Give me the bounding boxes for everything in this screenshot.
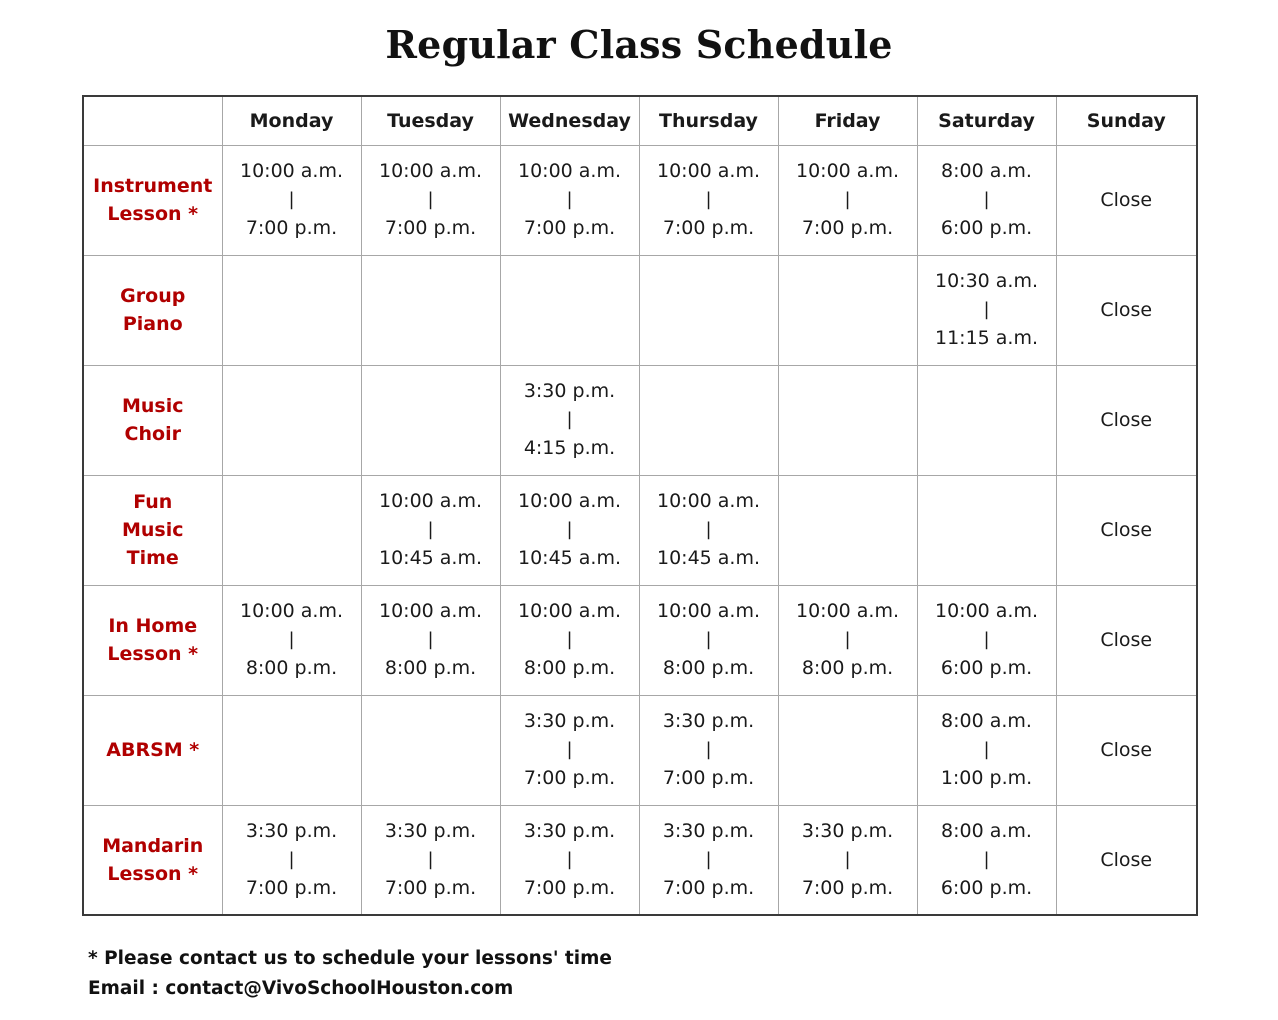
time-separator: | — [705, 628, 712, 650]
row-label-line: Lesson * — [107, 643, 199, 665]
closed-cell-sunday: Close — [1056, 585, 1197, 695]
end-time: 7:00 p.m. — [523, 767, 616, 790]
end-time: 7:00 p.m. — [245, 877, 338, 899]
end-time: 7:00 p.m. — [384, 217, 477, 240]
schedule-table — [82, 95, 1198, 916]
header-row — [83, 96, 1197, 145]
start-time: 3:30 p.m. — [523, 380, 616, 403]
time-cell-wednesday — [500, 695, 639, 805]
start-time: 10:00 a.m. — [656, 490, 761, 513]
end-time: 10:45 a.m. — [517, 547, 622, 570]
time-cell-monday — [222, 805, 361, 915]
header-saturday: Saturday — [917, 96, 1056, 145]
row-label-cell — [83, 255, 222, 365]
row-label-line: Mandarin — [102, 834, 204, 857]
closed-cell-sunday: Close — [1056, 475, 1197, 585]
start-time: 10:00 a.m. — [378, 160, 483, 183]
start-time: 10:00 a.m. — [517, 490, 622, 513]
start-time: 10:00 a.m. — [795, 160, 900, 183]
row-label-line: Music — [121, 395, 184, 417]
empty-cell-tuesday — [361, 695, 500, 805]
time-separator: | — [427, 848, 434, 870]
time-separator: | — [566, 628, 573, 650]
time-cell-tuesday — [361, 475, 500, 585]
row-label-cell — [83, 695, 222, 805]
end-time: 11:15 a.m. — [934, 327, 1039, 350]
time-separator: | — [427, 628, 434, 650]
end-time: 8:00 p.m. — [662, 657, 755, 680]
header-friday: Friday — [778, 96, 917, 145]
end-time: 6:00 p.m. — [940, 217, 1033, 240]
start-time: 10:00 a.m. — [656, 600, 761, 623]
end-time: 7:00 p.m. — [662, 877, 755, 899]
row-label-line: Piano — [122, 313, 183, 335]
header-wednesday: Wednesday — [500, 96, 639, 145]
time-separator: | — [566, 408, 573, 430]
empty-cell-friday — [778, 695, 917, 805]
empty-cell-tuesday — [361, 365, 500, 475]
start-time: 3:30 p.m. — [523, 820, 616, 842]
time-separator: | — [566, 848, 573, 870]
empty-cell-friday — [778, 255, 917, 365]
closed-cell-sunday: Close — [1056, 365, 1197, 475]
start-time: 10:00 a.m. — [656, 160, 761, 183]
time-cell-thursday — [639, 805, 778, 915]
time-separator: | — [566, 188, 573, 210]
time-separator: | — [427, 188, 434, 210]
start-time: 10:00 a.m. — [934, 600, 1039, 623]
time-separator: | — [983, 628, 990, 650]
start-time: 10:00 a.m. — [517, 160, 622, 183]
end-time: 4:15 p.m. — [523, 437, 616, 460]
header-sunday: Sunday — [1056, 96, 1197, 145]
time-separator: | — [288, 848, 295, 870]
row-label-cell — [83, 805, 222, 915]
time-cell-saturday — [917, 585, 1056, 695]
start-time: 10:30 a.m. — [934, 270, 1039, 293]
time-separator: | — [983, 848, 990, 870]
start-time: 10:00 a.m. — [517, 600, 622, 623]
schedule-body — [83, 145, 1197, 915]
start-time: 8:00 a.m. — [941, 710, 1032, 733]
start-time: 8:00 a.m. — [941, 160, 1032, 183]
end-time: 7:00 p.m. — [662, 767, 755, 790]
time-cell-saturday — [917, 145, 1056, 255]
schedule-row — [83, 585, 1197, 695]
start-time: 10:00 a.m. — [239, 600, 344, 623]
start-time: 3:30 p.m. — [662, 820, 755, 842]
time-cell-wednesday — [500, 585, 639, 695]
end-time: 10:45 a.m. — [378, 547, 483, 570]
end-time: 7:00 p.m. — [523, 877, 616, 899]
empty-cell-tuesday — [361, 255, 500, 365]
time-cell-friday — [778, 145, 917, 255]
time-cell-thursday — [639, 145, 778, 255]
time-separator: | — [844, 848, 851, 870]
end-time: 8:00 p.m. — [384, 657, 477, 680]
start-time: 10:00 a.m. — [239, 160, 344, 183]
header-tuesday: Tuesday — [361, 96, 500, 145]
time-cell-monday — [222, 145, 361, 255]
time-cell-saturday — [917, 255, 1056, 365]
end-time: 8:00 p.m. — [245, 657, 338, 680]
start-time: 3:30 p.m. — [245, 820, 338, 842]
time-cell-wednesday — [500, 365, 639, 475]
time-cell-tuesday — [361, 805, 500, 915]
row-label-line: Instrument — [93, 175, 213, 197]
row-label-line: Music — [121, 519, 184, 541]
time-separator: | — [844, 188, 851, 210]
schedule-row — [83, 365, 1197, 475]
start-time: 3:30 p.m. — [801, 820, 894, 842]
time-separator: | — [983, 738, 990, 760]
row-label-line: Time — [126, 547, 179, 569]
end-time: 7:00 p.m. — [801, 877, 894, 899]
start-time: 10:00 a.m. — [378, 490, 483, 513]
start-time: 8:00 a.m. — [941, 820, 1032, 842]
footer-contact-note: * Please contact us to schedule your lessons' time — [88, 948, 612, 969]
header-thursday: Thursday — [639, 96, 778, 145]
end-time: 8:00 p.m. — [523, 657, 616, 680]
row-label-line: Lesson * — [107, 862, 199, 885]
closed-cell-sunday: Close — [1056, 695, 1197, 805]
time-separator: | — [288, 188, 295, 210]
time-cell-monday — [222, 585, 361, 695]
header-corner-cell — [83, 96, 222, 145]
time-separator: | — [705, 188, 712, 210]
closed-cell-sunday: Close — [1056, 145, 1197, 255]
row-label-cell — [83, 475, 222, 585]
row-label-cell — [83, 585, 222, 695]
end-time: 6:00 p.m. — [940, 657, 1033, 680]
footer-notes — [88, 944, 612, 1003]
end-time: 8:00 p.m. — [801, 657, 894, 680]
empty-cell-monday — [222, 695, 361, 805]
schedule-row — [83, 695, 1197, 805]
row-label-line: In Home — [108, 615, 198, 637]
time-separator: | — [288, 628, 295, 650]
time-separator: | — [566, 738, 573, 760]
schedule-row — [83, 255, 1197, 365]
row-label-line: Group — [120, 285, 186, 307]
end-time: 7:00 p.m. — [384, 877, 477, 899]
end-time: 6:00 p.m. — [940, 877, 1033, 899]
time-cell-friday — [778, 585, 917, 695]
end-time: 1:00 p.m. — [940, 767, 1033, 790]
row-label-line: Choir — [124, 423, 181, 445]
time-cell-saturday — [917, 805, 1056, 915]
row-label-cell — [83, 145, 222, 255]
time-cell-tuesday — [361, 585, 500, 695]
start-time: 3:30 p.m. — [523, 710, 616, 733]
start-time: 10:00 a.m. — [795, 600, 900, 623]
time-cell-saturday — [917, 695, 1056, 805]
row-label-line: ABRSM * — [106, 739, 200, 761]
end-time: 7:00 p.m. — [523, 217, 616, 240]
time-separator: | — [705, 738, 712, 760]
end-time: 7:00 p.m. — [662, 217, 755, 240]
header-monday: Monday — [222, 96, 361, 145]
end-time: 7:00 p.m. — [801, 217, 894, 240]
empty-cell-monday — [222, 365, 361, 475]
closed-cell-sunday: Close — [1056, 805, 1197, 915]
time-separator: | — [427, 518, 434, 540]
closed-cell-sunday: Close — [1056, 255, 1197, 365]
row-label-cell — [83, 365, 222, 475]
time-cell-thursday — [639, 695, 778, 805]
empty-cell-monday — [222, 255, 361, 365]
schedule-row — [83, 475, 1197, 585]
time-separator: | — [844, 628, 851, 650]
empty-cell-monday — [222, 475, 361, 585]
row-label-line: Fun — [133, 491, 173, 513]
time-cell-thursday — [639, 585, 778, 695]
empty-cell-friday — [778, 365, 917, 475]
time-separator: | — [705, 518, 712, 540]
end-time: 10:45 a.m. — [656, 547, 761, 570]
footer-email: Email : contact@VivoSchoolHouston.com — [88, 977, 514, 999]
time-cell-wednesday — [500, 145, 639, 255]
empty-cell-saturday — [917, 365, 1056, 475]
schedule-row — [83, 805, 1197, 915]
time-cell-wednesday — [500, 475, 639, 585]
start-time: 3:30 p.m. — [384, 820, 477, 842]
empty-cell-thursday — [639, 365, 778, 475]
time-separator: | — [705, 848, 712, 870]
time-separator: | — [566, 518, 573, 540]
empty-cell-friday — [778, 475, 917, 585]
row-label-line: Lesson * — [107, 203, 199, 225]
time-cell-thursday — [639, 475, 778, 585]
empty-cell-saturday — [917, 475, 1056, 585]
time-cell-friday — [778, 805, 917, 915]
schedule-row — [83, 145, 1197, 255]
empty-cell-wednesday — [500, 255, 639, 365]
start-time: 3:30 p.m. — [662, 710, 755, 733]
time-separator: | — [983, 188, 990, 210]
page-title: Regular Class Schedule — [385, 22, 893, 67]
time-cell-wednesday — [500, 805, 639, 915]
time-cell-tuesday — [361, 145, 500, 255]
start-time: 10:00 a.m. — [378, 600, 483, 623]
end-time: 7:00 p.m. — [245, 217, 338, 240]
time-separator: | — [983, 298, 990, 320]
empty-cell-thursday — [639, 255, 778, 365]
